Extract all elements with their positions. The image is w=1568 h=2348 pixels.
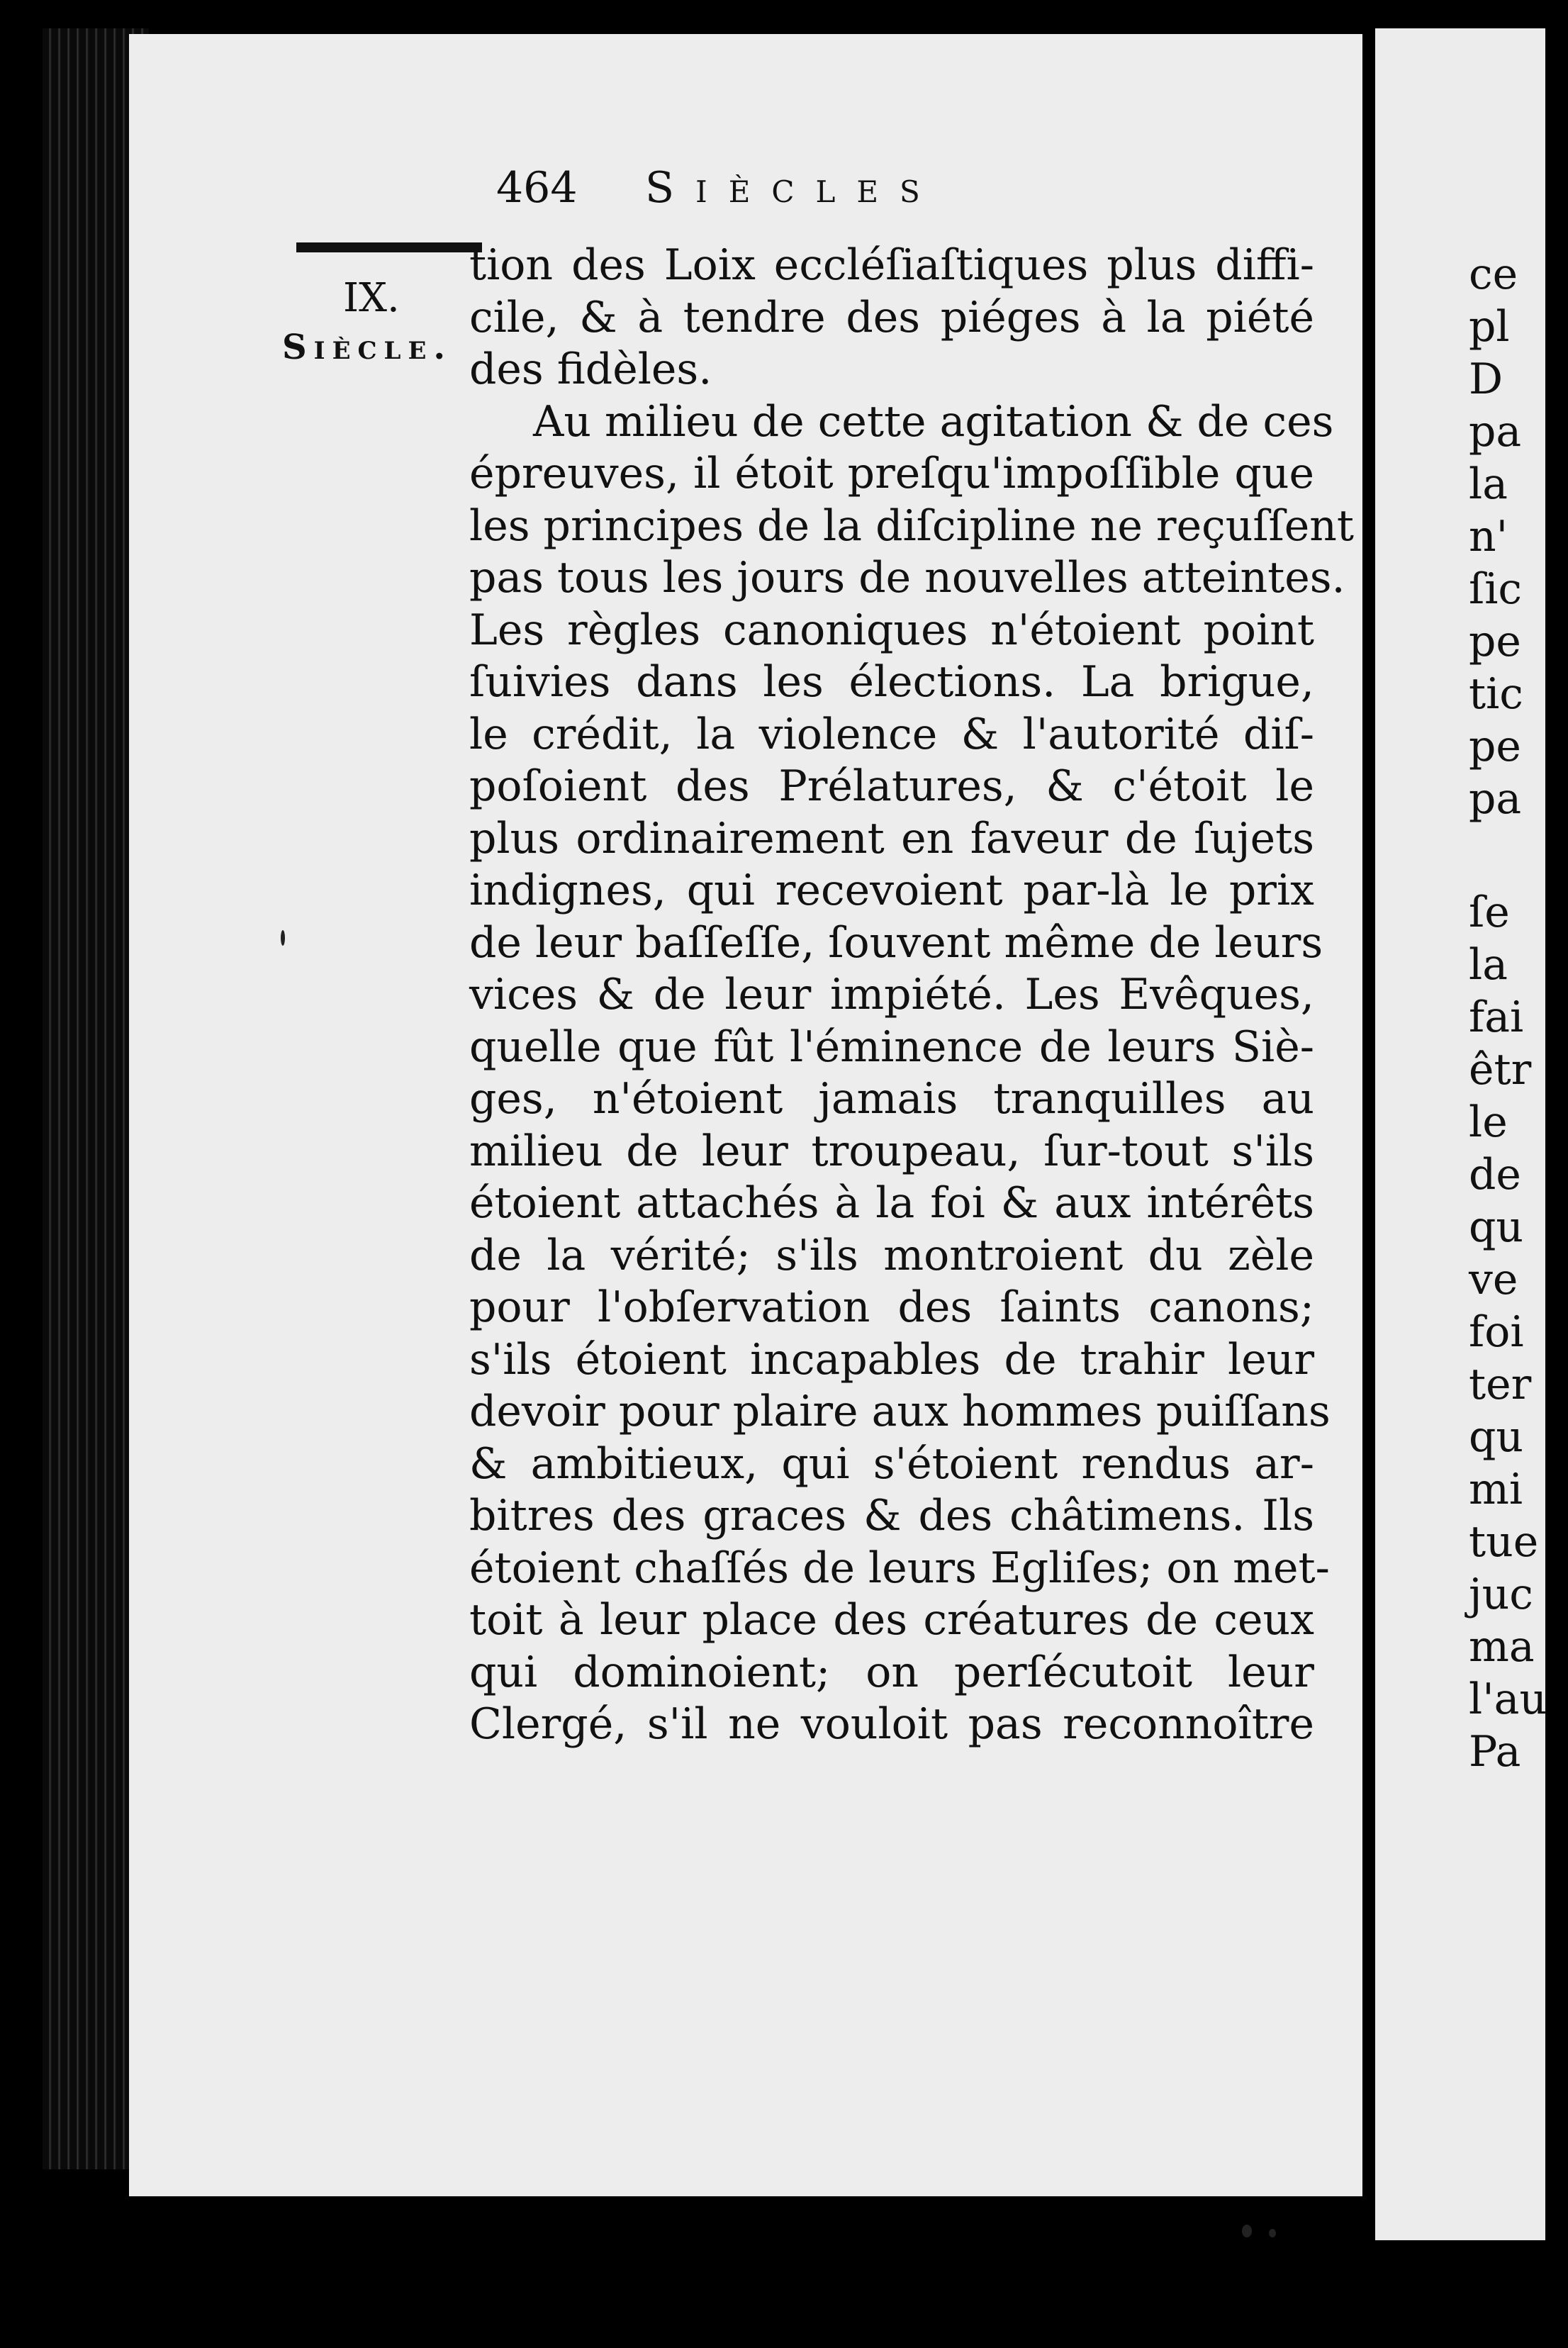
text-line: & ambitieux, qui s'étoient rendus ar- xyxy=(469,1438,1314,1489)
text-line: tion des Loix eccléſiaſtiques plus diffi- xyxy=(469,240,1314,290)
margin-rule xyxy=(296,242,482,252)
text-line: plus ordinairement en faveur de ſujets xyxy=(469,813,1314,863)
fragment: ter xyxy=(1469,1360,1532,1409)
fragment: l'au xyxy=(1469,1675,1547,1724)
fragment: le xyxy=(1469,1097,1508,1147)
fragment: foi xyxy=(1469,1307,1524,1357)
fragment: ſe xyxy=(1469,888,1510,937)
text-line: le crédit, la violence & l'autorité diſ- xyxy=(469,709,1314,759)
text-line: de leur baſſeſſe, ſouvent même de leurs xyxy=(469,917,1323,968)
fragment: pe xyxy=(1469,722,1521,771)
fragment: fai xyxy=(1469,993,1524,1042)
text-line: étoient chaſſés de leurs Egliſes; on met- xyxy=(469,1543,1330,1593)
text-line: bitres des graces & des châtimens. Ils xyxy=(469,1491,1314,1541)
ink-speck xyxy=(1269,2229,1276,2237)
fragment: qu xyxy=(1469,1202,1524,1252)
body-text xyxy=(469,240,1355,1751)
fragment: ve xyxy=(1469,1255,1518,1304)
margin-century-number: IX. xyxy=(343,275,400,321)
text-line: Au milieu de cette agitation & de ces xyxy=(533,396,1334,447)
text-line: Les règles canoniques n'étoient point xyxy=(469,605,1314,655)
text-line: ges, n'étoient jamais tranquilles au xyxy=(469,1074,1314,1124)
text-line: milieu de leur troupeau, ſur-tout s'ils xyxy=(469,1126,1314,1176)
fragment: D xyxy=(1469,354,1503,404)
fragment: pe xyxy=(1469,617,1521,666)
fragment: mi xyxy=(1469,1465,1523,1514)
fragment: pa xyxy=(1469,774,1522,824)
running-title: Siècles xyxy=(645,163,941,213)
fragment: ma xyxy=(1469,1622,1535,1672)
fragment: la xyxy=(1469,940,1508,990)
text-line: qui dominoient; on perſécutoit leur xyxy=(469,1647,1314,1697)
text-line: cile, & à tendre des piéges à la piété xyxy=(469,292,1314,342)
text-line: pas tous les jours de nouvelles atteintes. xyxy=(469,553,1345,603)
running-header xyxy=(496,163,941,213)
fragment: ſic xyxy=(1469,564,1522,614)
text-line: de la vérité; s'ils montroient du zèle xyxy=(469,1230,1314,1280)
text-line: indignes, qui recevoient par-là le prix xyxy=(469,866,1314,915)
margin-century-label: Siècle. xyxy=(282,328,453,367)
text-line: pour l'obſervation des ſaints canons; xyxy=(469,1282,1314,1332)
text-line: des fidèles. xyxy=(469,345,712,394)
fragment: êtr xyxy=(1469,1045,1532,1095)
text-line: les principes de la diſcipline ne reçuſſent xyxy=(469,501,1355,551)
fragment: pa xyxy=(1469,407,1522,457)
text-line: s'ils étoient incapables de trahir leur xyxy=(469,1334,1314,1385)
fragment: n' xyxy=(1469,512,1508,561)
fragment: de xyxy=(1469,1150,1521,1200)
fragment: Pa xyxy=(1469,1727,1521,1777)
fragment: tic xyxy=(1469,669,1523,719)
text-line: toit à leur place des créatures de ceux xyxy=(469,1595,1314,1645)
text-line: poſoient des Prélatures, & c'étoit le xyxy=(469,761,1314,811)
facing-page xyxy=(1362,28,1545,2240)
ink-speck xyxy=(281,930,285,946)
fragment: juc xyxy=(1469,1570,1533,1619)
fragment: pl xyxy=(1469,302,1510,352)
fragment: ce xyxy=(1469,250,1518,299)
text-line: quelle que fût l'éminence de leurs Siè- xyxy=(469,1022,1314,1072)
text-line: devoir pour plaire aux hommes puiſſans xyxy=(469,1387,1331,1436)
text-line: ſuivies dans les élections. La brigue, xyxy=(469,657,1314,707)
fragment: tue xyxy=(1469,1517,1539,1567)
text-line: étoient attachés à la foi & aux intérêts xyxy=(469,1178,1314,1228)
fragment: qu xyxy=(1469,1412,1524,1462)
text-line: vices & de leur impiété. Les Evêques, xyxy=(469,970,1314,1019)
fragment: la xyxy=(1469,459,1508,509)
ink-speck xyxy=(1242,2225,1252,2237)
page-number: 464 xyxy=(496,163,578,213)
text-line: Clergé, s'il ne vouloit pas reconnoître xyxy=(469,1699,1314,1749)
text-line: épreuves, il étoit preſqu'impoſſible que xyxy=(469,449,1314,498)
